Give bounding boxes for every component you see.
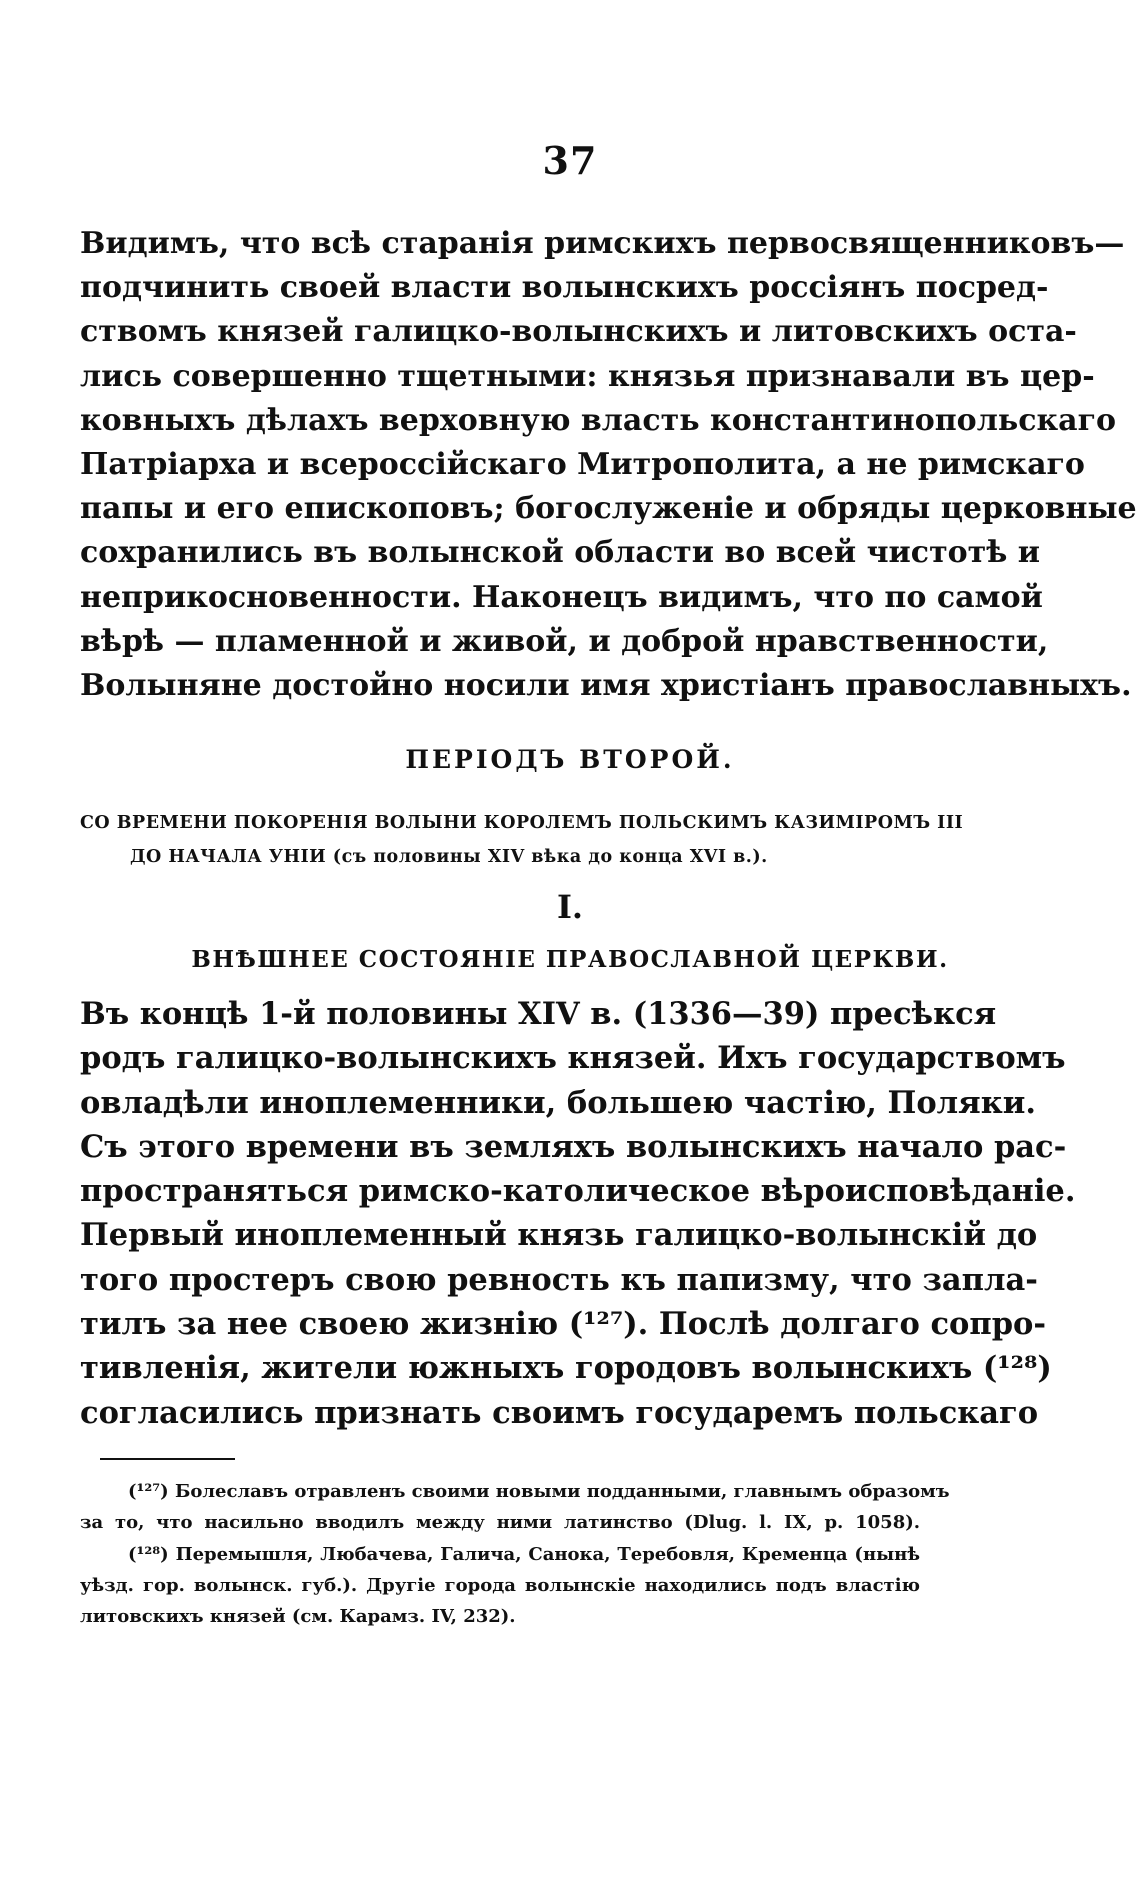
- text-line: сохранились въ волынской области во всей чистотѣ и: [80, 535, 1041, 571]
- text-line: пространяться римско-католическое вѣроисповѣданіе.: [80, 1173, 1076, 1210]
- paragraph-conclusion: [80, 222, 1137, 708]
- text-line: ствомъ князей галицко-волынскихъ и литовскихъ оста-: [80, 314, 1077, 350]
- footnote-line: (¹²⁸) Перемышля, Любачева, Галича, Санока, Теребовля, Кременца (нынѣ: [128, 1543, 920, 1565]
- page-number: 37: [542, 138, 598, 183]
- text-line: неприкосновенности. Наконецъ видимъ, что по самой: [80, 579, 1043, 615]
- text-line: Видимъ, что всѣ старанія римскихъ первосвященниковъ—: [80, 226, 1125, 261]
- text-line: овладѣли иноплеменники, большею частію, Поляки.: [80, 1084, 1036, 1121]
- text-line: тилъ за нее своею жизнію (¹²⁷). Послѣ долгаго сопро-: [80, 1306, 1047, 1343]
- text-line: Въ концѣ 1-й половины XIV в. (1336—39) пресѣкся: [80, 996, 997, 1032]
- text-line: папы и его епископовъ; богослуженіе и обряды церковные: [80, 491, 1137, 527]
- footnote-line: (¹²⁷) Болеславъ отравленъ своими новыми подданными, главнымъ образомъ: [128, 1481, 950, 1502]
- footnote-line: литовскихъ князей (см. Карамз. IV, 232).: [80, 1606, 516, 1628]
- text-line: лись совершенно тщетными: князья признавали въ цер-: [80, 358, 1095, 394]
- footnote-divider: [100, 1458, 235, 1460]
- text-line: родъ галицко-волынскихъ князей. Ихъ государствомъ: [80, 1040, 1066, 1077]
- section-heading: ВНѢШНЕЕ СОСТОЯНІЕ ПРАВОСЛАВНОЙ ЦЕРКВИ.: [191, 946, 949, 973]
- text-line: вѣрѣ — пламенной и живой, и доброй нравственности,: [80, 623, 1049, 659]
- paragraph-main: [80, 992, 1076, 1435]
- text-line: Волыняне достойно носили имя христіанъ православныхъ.: [80, 667, 1132, 703]
- footnote-line: за то, что насильно вводилъ между ними латинство (Dlug. l. IX, p. 1058).: [80, 1512, 920, 1534]
- text-line: того простеръ свою ревность къ папизму, что запла-: [80, 1261, 1038, 1298]
- period-subtitle: [80, 806, 964, 874]
- text-line: Первый иноплеменный князь галицко-волынскій до: [80, 1217, 1038, 1254]
- text-line: ковныхъ дѣлахъ верховную власть константинопольскаго: [80, 402, 1116, 438]
- period-heading: ПЕРІОДЪ ВТОРОЙ.: [405, 745, 735, 774]
- footnote-line: уѣзд. гор. волынск. губ.). Другіе города волынскіе находились подъ властію: [80, 1574, 920, 1596]
- text-line: Патріарха и всероссійскаго Митрополита, а не римскаго: [80, 446, 1085, 482]
- section-number: I.: [556, 888, 584, 926]
- text-line: тивленія, жители южныхъ городовъ волынскихъ (¹²⁸): [80, 1350, 1052, 1387]
- text-line: согласились признать своимъ государемъ польскаго: [80, 1394, 1039, 1431]
- footnotes: [80, 1476, 950, 1632]
- subtitle-line: ДО НАЧАЛА УНІИ (съ половины XIV вѣка до конца XVI в.).: [130, 847, 768, 867]
- text-line: Съ этого времени въ земляхъ волынскихъ начало рас-: [80, 1128, 1067, 1165]
- text-line: подчинить своей власти волынскихъ россіянъ посред-: [80, 270, 1049, 306]
- subtitle-line: СО ВРЕМЕНИ ПОКОРЕНІЯ ВОЛЫНИ КОРОЛЕМЪ ПОЛЬСКИМЪ КАЗИМІРОМЪ III: [80, 813, 964, 833]
